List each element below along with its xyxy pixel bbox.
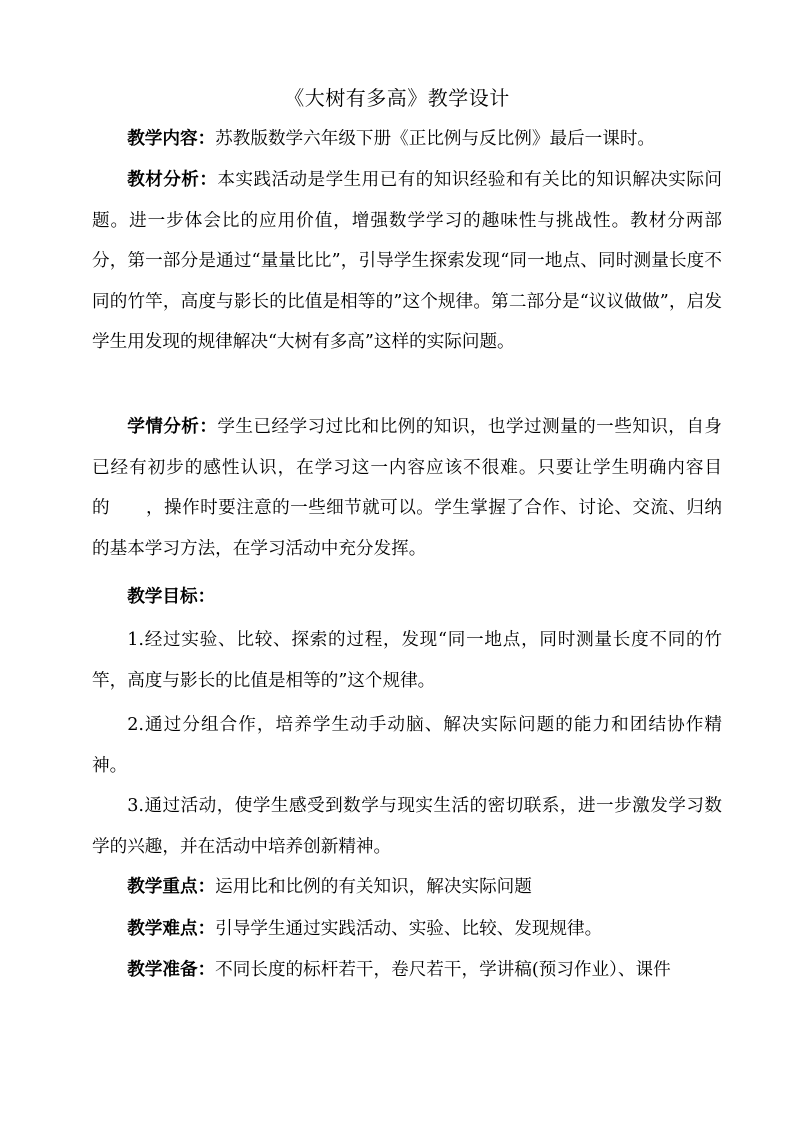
key-point-label: 教学重点： [127,876,216,897]
preparation-label: 教学准备： [127,959,216,980]
key-point-paragraph [92,867,722,908]
teaching-content-paragraph [92,119,722,160]
difficulty-label: 教学难点： [127,918,216,939]
teaching-goals-heading: 教学目标： [127,586,216,607]
document-title: 《大树有多高》教学设计 [284,86,510,110]
difficulty-text: 引导学生通过实践活动、实验、比较、发现规律。 [215,919,603,939]
student-analysis-paragraph [92,407,722,569]
material-analysis-paragraph [92,160,722,363]
key-point-text: 运用比和比例的有关知识，解决实际问题 [215,877,532,897]
preparation-text: 不同长度的标杆若干，卷尺若干，学讲稿(预习作业）、课件 [215,960,671,980]
teaching-content-label: 教学内容： [127,128,216,149]
material-analysis-label: 教材分析： [127,169,218,190]
goal-item-1: 1.经过实验、比较、探索的过程，发现“同一地点，同时测量长度不同的竹竿，高度与影长的比值是相等的”这个规律。 [92,630,722,691]
preparation-paragraph [92,950,722,991]
student-analysis-label: 学情分析： [127,416,218,437]
student-analysis-text: 学生已经学习过比和比例的知识，也学过测量的一些知识，自身已经有初步的感性认识，在学习这一内容应该不很难。只要让学生明确内容目的 ，操作时要注意的一些细节就可以。学生掌握了合作、讨论、交流、归纳的基本学习方法，在学习活动中充分发挥。 [92,417,722,559]
material-analysis-text: 本实践活动是学生用已有的知识经验和有关比的知识解决实际问题。进一步体会比的应用价值，增强数学学习的趣味性与挑战性。教材分两部分，第一部分是通过“量量比比”，引导学生探索发现“同一地点、同时测量长度不同的竹竿，高度与影长的比值是相等的”这个规律。第二部分是“议议做做”，启发学生用发现的规律解决“大树有多高”这样的实际问题。 [92,170,722,352]
goal-item-2: 2.通过分组合作，培养学生动手动脑、解决实际问题的能力和团结协作精神。 [92,715,722,776]
difficulty-paragraph [92,909,722,950]
goal-item-3: 3.通过活动，使学生感受到数学与现实生活的密切联系，进一步激发学习数学的兴趣，并在活动中培养创新精神。 [92,796,722,857]
teaching-content-text: 苏教版数学六年级下册《正比例与反比例》最后一课时。 [215,129,656,149]
